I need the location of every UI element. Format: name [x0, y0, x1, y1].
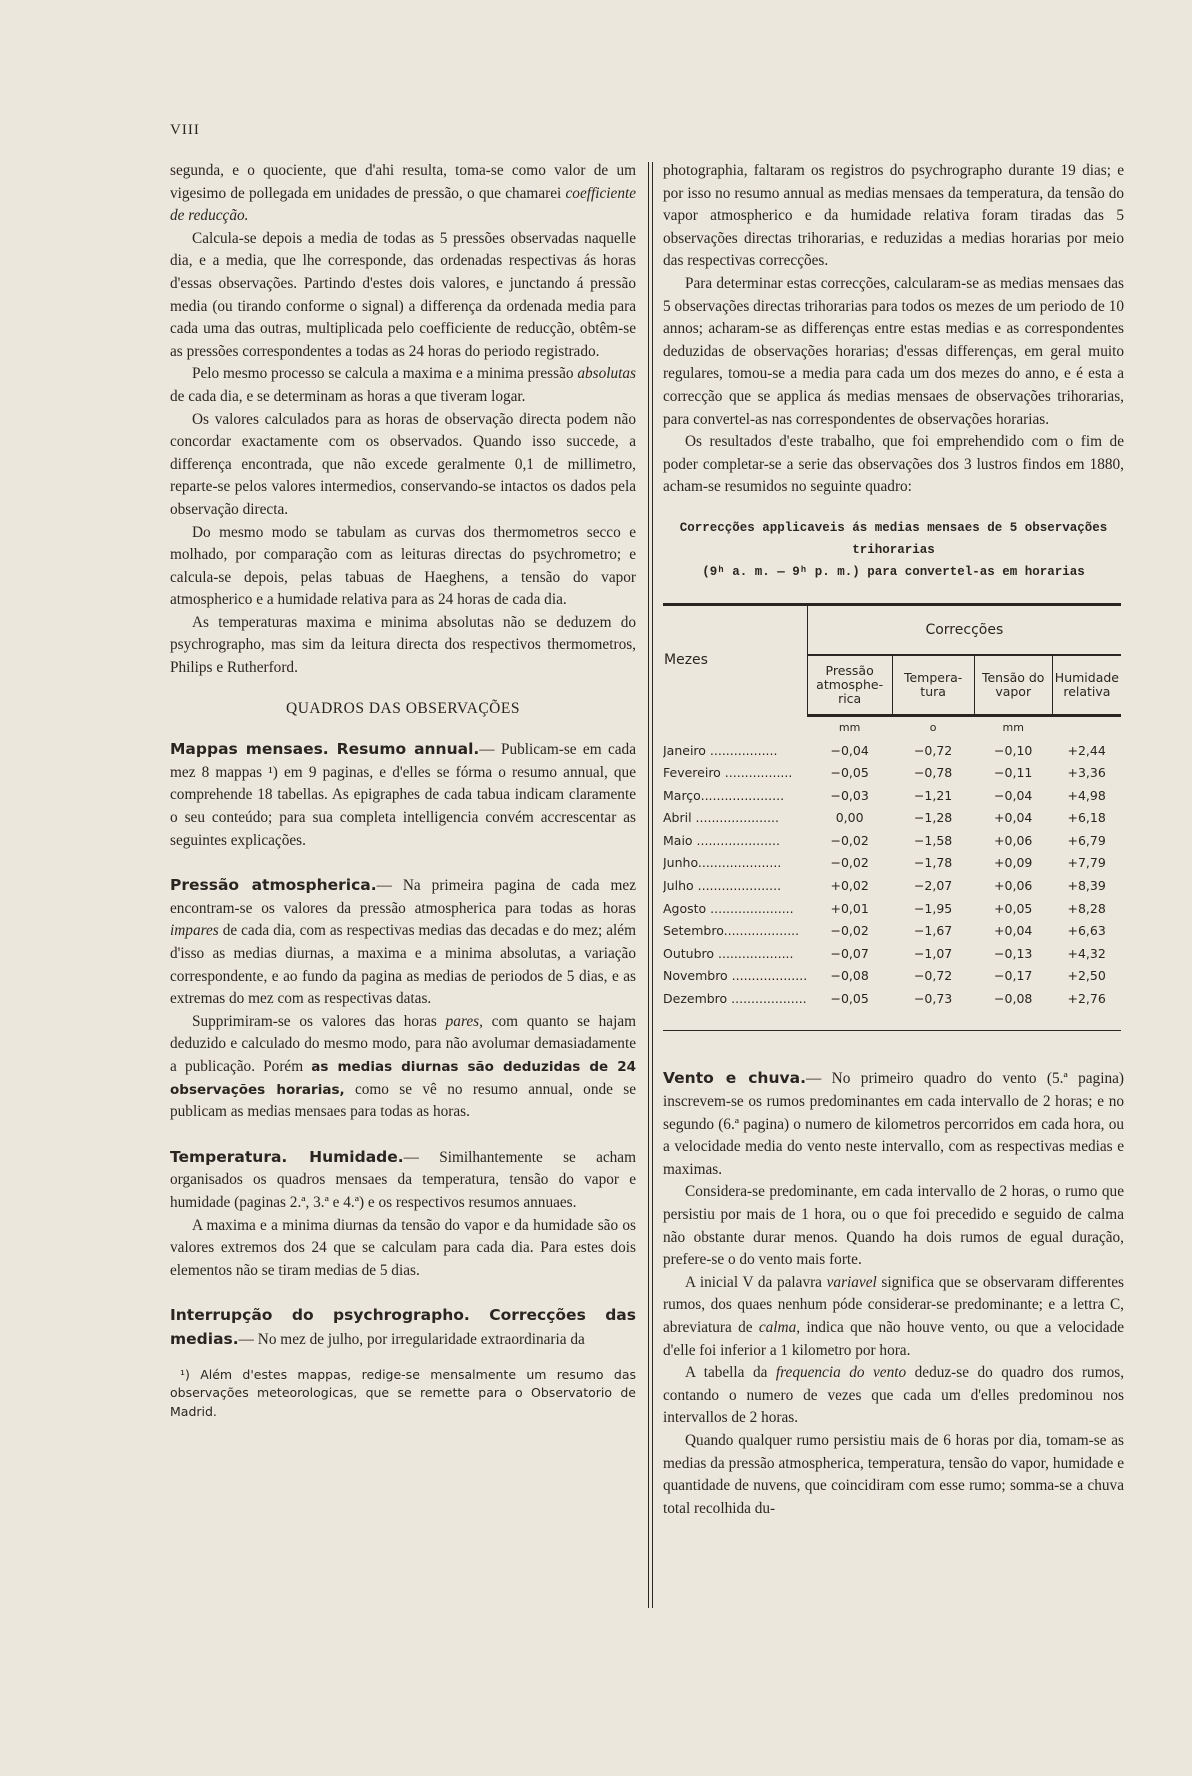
table-row [663, 762, 1121, 785]
caption-line: Correcções applicaveis ás medias mensaes de 5 observações trihorarias [679, 520, 1108, 557]
section-temperatura [170, 1146, 636, 1215]
caption-line: (9ʰ a. m. — 9ʰ p. m.) para convertel-as em horarias [702, 564, 1085, 579]
temperatura-cell: −0,72 [913, 742, 953, 758]
tensao-cell: +0,09 [994, 855, 1033, 871]
tensao-cell: −0,08 [994, 991, 1033, 1007]
tensao-cell: −0,17 [994, 968, 1033, 984]
tensao-cell: +0,04 [994, 810, 1033, 826]
tensao-cell: +0,04 [994, 923, 1033, 939]
paragraph: Os resultados d'este trabalho, que foi emprehendido com o fim de poder completar-se a serie das observações dos 3 lustros findos em 1880, acham-se resumidos no seguinte quadro: [663, 433, 1124, 496]
section-title: Mappas mensaes. Resumo annual. [170, 740, 480, 759]
unit-cell [663, 715, 807, 739]
paragraph [663, 1272, 1124, 1362]
tensao-cell: −0,11 [994, 765, 1033, 781]
pressao-cell: −0,02 [830, 832, 869, 848]
humidade-cell: +3,36 [1067, 765, 1106, 781]
table-row [663, 943, 1121, 966]
humidade-cell: +8,28 [1067, 900, 1106, 916]
column-divider [648, 162, 653, 1608]
unit-cell: o [929, 720, 937, 734]
month-cell: Setembro................... [663, 923, 800, 939]
paragraph: Considera-se predominante, em cada intervallo de 2 horas, o rumo que persistiu por mais de 1 hora, ou o que foi precedido e seguido de calma não obstante durar menos. Quando ha dois rumos de egual duração, prefere-se o do vento mais forte. [663, 1183, 1124, 1269]
month-cell: Julho ..................... [663, 878, 782, 894]
column-header-temperatura: Tempera- tura [892, 655, 974, 716]
column-header-pressao: Pressão atmosphe- rica [807, 655, 892, 716]
temperatura-cell: −1,21 [913, 787, 953, 803]
column-header-mezes: Mezes [664, 652, 708, 669]
rule-cell [807, 1011, 892, 1031]
table-row [663, 740, 1121, 763]
section-pressao [170, 874, 636, 1011]
unit-cell [1052, 715, 1121, 739]
italic-text: impares [170, 922, 219, 940]
text: como se vê no resumo annual, onde se publicam as medias mensaes para todas as horas. [170, 1080, 637, 1121]
text: — No mez de julho, por irregularidade extraordinaria da [238, 1330, 585, 1348]
text: segunda, e o quociente, que d'ahi resulta, toma-se como valor de um vigesimo de pollegada em unidades de pressão, o que chamarei [170, 162, 636, 202]
italic-text: calma, [758, 1318, 801, 1336]
temperatura-cell: −1,28 [913, 810, 953, 826]
pressao-cell: −0,08 [830, 968, 869, 984]
rule-cell [663, 1011, 807, 1031]
table-row [663, 965, 1121, 988]
column-header-humidade: Humidade relativa [1052, 655, 1121, 716]
paragraph: photographia, faltaram os registros do psychrographo durante 19 dias; e por isso no resumo annual as medias mensaes da temperatura, da tensão do vapor atmospherico e da humidade relativa foram tiradas das 5 observações directas trihorarias, e reduzidas a medias horarias por meio das respectivas correcções. [663, 162, 1124, 270]
text: A tabella da [685, 1364, 768, 1382]
section-mappas [170, 738, 636, 852]
table-row [663, 988, 1121, 1011]
page-number: VIII [170, 122, 200, 138]
corrections-table [663, 603, 1121, 1032]
table-row [663, 852, 1121, 875]
text: indica que não houve vento, ou que a velocidade d'elle foi inferior a 1 kilometro por hora. [663, 1318, 1125, 1359]
humidade-cell: +8,39 [1067, 878, 1106, 894]
humidade-cell: +6,18 [1067, 810, 1106, 826]
month-cell: Março..................... [663, 787, 785, 803]
temperatura-cell: −1,58 [913, 832, 953, 848]
table-row [663, 830, 1121, 853]
text: de cada dia, com as respectivas medias das decadas e do mez; além d'isso as medias diurnas, a maxima e a minima absolutas, a variação correspondente, e ao fundo da pagina as medias de periodos de 5 dias, e as extremas do mez com as respectivas datas. [170, 922, 636, 1008]
paragraph [663, 1362, 1124, 1430]
unit-cell: mm [838, 720, 861, 734]
column-header-correccoes: Correcções [807, 604, 1121, 655]
italic-text: coefficiente de reducção. [170, 184, 637, 225]
tensao-cell: −0,04 [994, 787, 1033, 803]
section-heading: QUADROS DAS OBSERVAÇÕES [286, 699, 520, 717]
section-title: Pressão atmospherica. [170, 876, 377, 895]
section-interrupcao [170, 1304, 636, 1351]
text: — Publicam-se em cada mez 8 mappas ¹) em 9 paginas, e d'elles se fórma o resumo annual, que comprehende 18 tabellas. As epigraphes de cada tabua indicam claramente o seu conteúdo; para sua completa intelligencia convém accrescentar as seguintes explicações. [170, 741, 636, 849]
temperatura-cell: −1,95 [913, 900, 953, 916]
month-cell: Fevereiro ................. [663, 765, 793, 781]
month-cell: Agosto ..................... [663, 900, 794, 916]
text: de cada dia, e se determinam as horas a que tiveram logar. [170, 387, 526, 405]
humidade-cell: +6,63 [1067, 923, 1106, 939]
italic-text: pares, [445, 1012, 483, 1030]
humidade-cell: +7,79 [1067, 855, 1106, 871]
tensao-cell: +0,06 [994, 878, 1033, 894]
footnote: ¹) Além d'estes mappas, redige-se mensalmente um resumo das observações meteorologicas, que se remette para o Observatorio de Madrid. [170, 1366, 636, 1419]
paragraph [170, 363, 636, 408]
month-cell: Outubro ................... [663, 945, 794, 961]
month-cell: Junho..................... [663, 855, 782, 871]
pressao-cell: +0,02 [830, 878, 869, 894]
humidade-cell: +2,76 [1067, 991, 1106, 1007]
text: deduz-se do quadro dos rumos, contando o numero de vezes que cada um d'elles predominou nos intervallos de 2 horas. [663, 1364, 1125, 1427]
table-row [663, 785, 1121, 808]
temperatura-cell: −0,73 [913, 991, 953, 1007]
table-row [663, 920, 1121, 943]
month-cell: Abril ..................... [663, 810, 779, 826]
paragraph: Calcula-se depois a media de todas as 5 pressões observadas naquelle dia, e a media, que lhe corresponde, das ordenadas respectivas ás horas d'essas observações. Partindo d'estes dois valores, e junctando á pressão media (ou tirando conforme o signal) a differença da ordenada media para cada uma das outras, multiplicada pelo coefficiente de reducção, obtêm-se as pressões correspondentes a todas as 24 horas do periodo registrado. [170, 229, 636, 360]
section-title: Temperatura. Humidade. [170, 1147, 404, 1166]
paragraph: Quando qualquer rumo persistiu mais de 6 horas por dia, tomam-se as medias da pressão atmospherica, temperatura, tensão do vapor, humidade e quantidade de nuvens, que coincidiram com esse rumo; somma-se a chuva total recolhida du- [663, 1431, 1124, 1517]
temperatura-cell: −2,07 [913, 878, 953, 894]
paragraph [170, 1011, 636, 1124]
pressao-cell: −0,04 [830, 742, 869, 758]
column-header-tensao: Tensão do vapor [974, 655, 1052, 716]
paragraph: As temperaturas maxima e minima absolutas não se deduzem do psychrographo, mas sim da leitura directa dos respectivos thermometros, Philips e Rutherford. [170, 613, 636, 677]
temperatura-cell: −1,07 [913, 945, 953, 961]
italic-text: absolutas [577, 365, 637, 383]
paragraph: Do mesmo modo se tabulam as curvas dos thermometros secco e molhado, por comparação com as leituras directas do psychrometro; e calcula-se depois, pelas tabuas de Haeghens, a tensão do vapor atmospherico e a humidade relativa para as 24 horas de cada dia. [170, 523, 636, 609]
pressao-cell: −0,03 [830, 787, 869, 803]
text: com quanto se hajam deduzido e calculado do mesmo modo, para não avolumar demasiadamente a publicação. Porém [170, 1012, 637, 1075]
tensao-cell: −0,10 [994, 742, 1033, 758]
bold-text: as medias diurnas são deduzidas de 24 observações horarias, [170, 1058, 637, 1098]
month-cell: Dezembro ................... [663, 991, 807, 1007]
paragraph: A maxima e a minima diurnas da tensão do vapor e da humidade são os valores extremos dos 24 que se calculam para cada dia. Para estes dois elementos não se tiram medias de 5 dias. [170, 1216, 636, 1279]
humidade-cell: +4,32 [1067, 945, 1106, 961]
pressao-cell: −0,05 [830, 765, 869, 781]
text: — Similhantemente se acham organisados os quadros mensaes da temperatura, tensão do vapor e humidade (paginas 2.ª, 3.ª e 4.ª) e os respectivos resumos annuaes. [170, 1148, 636, 1211]
italic-text: variavel [826, 1273, 877, 1291]
table-bottom-rule [663, 1011, 1121, 1031]
tensao-cell: +0,05 [994, 900, 1033, 916]
humidade-cell: +6,79 [1067, 832, 1106, 848]
pressao-cell: −0,02 [830, 855, 869, 871]
table-row [663, 898, 1121, 921]
paragraph [170, 160, 636, 228]
month-cell: Maio ..................... [663, 832, 780, 848]
text: Supprimiram-se os valores das horas [192, 1012, 437, 1030]
text: A inicial V da palavra [685, 1273, 822, 1291]
humidade-cell: +2,50 [1067, 968, 1106, 984]
units-row [663, 715, 1121, 739]
paragraph: Para determinar estas correcções, calcularam-se as medias mensaes das 5 observações directas trihorarias para todos os mezes de um periodo de 10 annos; acharam-se as differenças entre estas medias e as correspondentes deduzidas de observações horarias; d'essas differenças, em geral muito regulares, tomou-se a media para cada um dos mezes do anno, e é esta a correcção que se applica ás medias mensaes de observações trihorarias, para convertel-as nas correspondentes de observações horarias. [663, 274, 1124, 428]
rule-cell [892, 1011, 974, 1031]
pressao-cell: −0,07 [830, 945, 869, 961]
temperatura-cell: −0,78 [913, 765, 953, 781]
section-vento [663, 1067, 1124, 1181]
pressao-cell: 0,00 [835, 810, 864, 826]
text: Pelo mesmo processo se calcula a maxima e a minima pressão [192, 365, 574, 383]
paragraph: Os valores calculados para as horas de observação directa podem não concordar exactamente com os observados. Quando isso succede, a differença encontrada, que não excede geralmente 0,1 de millimetro, reparte-se pelos valores intermedios, conservando-se intactos os dados pela observação directa. [170, 410, 636, 518]
month-cell: Novembro ................... [663, 968, 808, 984]
humidade-cell: +4,98 [1067, 787, 1106, 803]
temperatura-cell: −0,72 [913, 968, 953, 984]
humidade-cell: +2,44 [1067, 742, 1106, 758]
italic-text: frequencia do vento [775, 1364, 907, 1382]
table-row [663, 875, 1121, 898]
text: — Na primeira pagina de cada mez encontram-se os valores da pressão atmospherica para todas as horas [170, 877, 636, 917]
pressao-cell: −0,02 [830, 923, 869, 939]
text: — No primeiro quadro do vento (5.ª pagina) inscrevem-se os rumos predominantes em cada intervallo de 2 horas; e no segundo (6.ª pagina) o numero de kilometros percorridos em cada hora, ou a velocidade media do vento neste intervallo, com as respectivas medias e maximas. [663, 1070, 1124, 1178]
month-cell: Janeiro ................. [663, 742, 778, 758]
temperatura-cell: −1,78 [913, 855, 953, 871]
text: significa que se observaram differentes rumos, dos quaes nenhum póde considerar-se predominante; e a lettra C, abreviatura de [663, 1273, 1125, 1336]
table-caption [663, 517, 1124, 583]
temperatura-cell: −1,67 [913, 923, 953, 939]
pressao-cell: +0,01 [830, 900, 869, 916]
unit-cell: mm [1002, 720, 1024, 734]
pressao-cell: −0,05 [830, 991, 869, 1007]
right-column [663, 160, 1124, 1520]
left-column [170, 160, 636, 1421]
rule-cell [1052, 1011, 1121, 1031]
tensao-cell: −0,13 [994, 945, 1033, 961]
rule-cell [974, 1011, 1052, 1031]
table-row [663, 807, 1121, 830]
section-title: Vento e chuva. [663, 1069, 806, 1088]
tensao-cell: +0,06 [994, 832, 1033, 848]
section-title: Interrupção do psychrographo. Correcções das medias. [170, 1306, 636, 1348]
